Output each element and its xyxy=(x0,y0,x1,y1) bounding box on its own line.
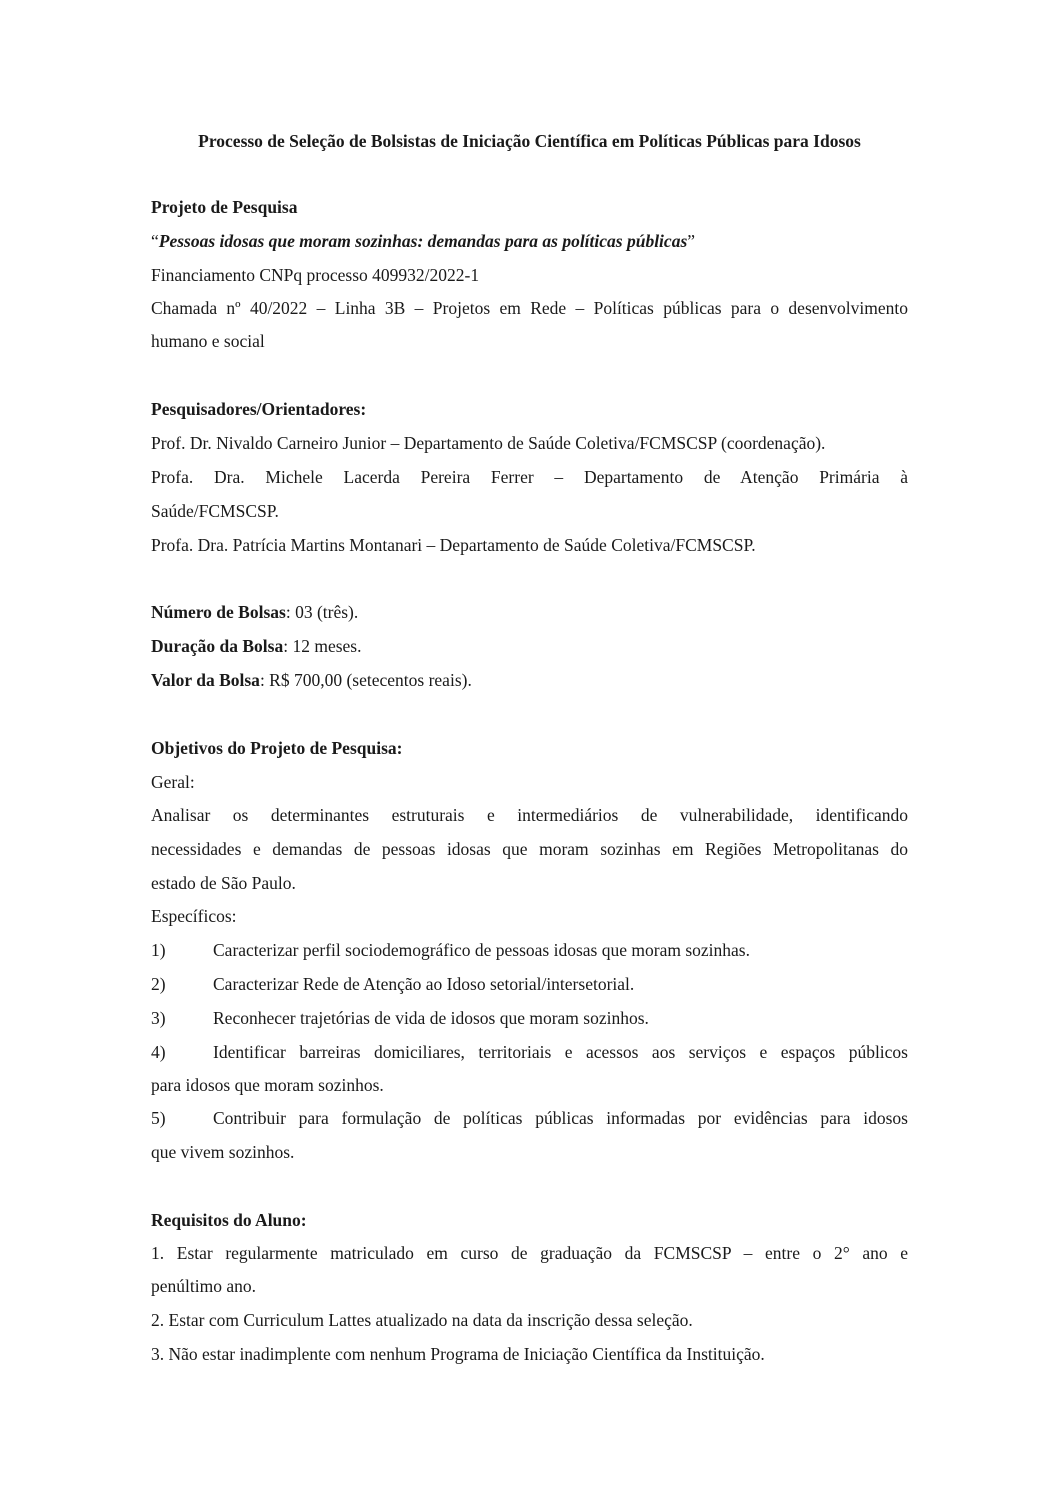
geral-line-3: estado de São Paulo. xyxy=(151,873,296,893)
item-number: 3) xyxy=(151,1008,166,1028)
item-number: 1) xyxy=(151,940,166,960)
duracao-bolsa-label: Duração da Bolsa xyxy=(151,636,284,656)
geral-label: Geral: xyxy=(151,772,195,792)
valor-bolsa-value: : R$ 700,00 (setecentos reais). xyxy=(259,670,472,690)
valor-bolsa-label: Valor da Bolsa xyxy=(151,670,260,690)
item-text: Caracterizar Rede de Atenção ao Idoso setorial/intersetorial. xyxy=(213,974,635,994)
numero-bolsas-value: : 03 (três). xyxy=(285,602,359,622)
financiamento: Financiamento CNPq processo 409932/2022-1 xyxy=(151,265,480,285)
requisito-1-line-2: penúltimo ano. xyxy=(151,1276,256,1296)
requisitos-heading: Requisitos do Aluno: xyxy=(151,1210,307,1230)
numero-bolsas-label: Número de Bolsas xyxy=(151,602,286,622)
geral-line-2: necessidades e demandas de pessoas idosas que moram sozinhas em Regiões Metropolitanas do xyxy=(151,839,908,859)
item-text: Contribuir para formulação de políticas públicas informadas por evidências para idosos xyxy=(213,1108,908,1128)
duracao-bolsa xyxy=(151,636,362,656)
item-number: 4) xyxy=(151,1042,166,1062)
objetivos-heading: Objetivos do Projeto de Pesquisa: xyxy=(151,738,403,758)
requisito-1-line-1: 1. Estar regularmente matriculado em curso de graduação da FCMSCSP – entre o 2° ano e xyxy=(151,1243,908,1263)
pesquisadores-heading: Pesquisadores/Orientadores: xyxy=(151,399,367,419)
chamada-line-1: Chamada nº 40/2022 – Linha 3B – Projetos em Rede – Políticas públicas para o desenvolvimento xyxy=(151,298,908,318)
item-number: 5) xyxy=(151,1108,166,1128)
especifico-item-cont: que vivem sozinhos. xyxy=(151,1142,295,1162)
close-quote: ” xyxy=(687,231,696,251)
valor-bolsa xyxy=(151,670,472,690)
duracao-bolsa-value: : 12 meses. xyxy=(283,636,362,656)
item-text: Identificar barreiras domiciliares, territoriais e acessos aos serviços e espaços públicos xyxy=(213,1042,908,1062)
item-text: Caracterizar perfil sociodemográfico de pessoas idosas que moram sozinhas. xyxy=(213,940,750,960)
item-number: 2) xyxy=(151,974,166,994)
numero-bolsas xyxy=(151,602,358,622)
pesquisador-2: Profa. Dra. Michele Lacerda Pereira Ferrer – Departamento de Atenção Primária à xyxy=(151,467,908,487)
document-title: Processo de Seleção de Bolsistas de Iniciação Científica em Políticas Públicas para Idosos xyxy=(198,131,861,151)
pesquisador-2-cont: Saúde/FCMSCSP. xyxy=(151,501,279,521)
projeto-nome: Pessoas idosas que moram sozinhas: demandas para as políticas públicas xyxy=(158,231,688,251)
projeto-nome-line xyxy=(151,231,695,251)
geral-line-1: Analisar os determinantes estruturais e intermediários de vulnerabilidade, identificando xyxy=(151,805,908,825)
projeto-heading: Projeto de Pesquisa xyxy=(151,197,298,217)
requisito-3: 3. Não estar inadimplente com nenhum Programa de Iniciação Científica da Instituição. xyxy=(151,1344,765,1364)
pesquisador-1: Prof. Dr. Nivaldo Carneiro Junior – Departamento de Saúde Coletiva/FCMSCSP (coordenação). xyxy=(151,433,826,453)
open-quote: “ xyxy=(151,231,159,251)
especifico-item-cont: para idosos que moram sozinhos. xyxy=(151,1075,384,1095)
item-text: Reconhecer trajetórias de vida de idosos que moram sozinhos. xyxy=(213,1008,649,1028)
chamada-line-2: humano e social xyxy=(151,331,265,351)
requisito-2: 2. Estar com Curriculum Lattes atualizado na data da inscrição dessa seleção. xyxy=(151,1310,693,1330)
especificos-label: Específicos: xyxy=(151,906,237,926)
pesquisador-3: Profa. Dra. Patrícia Martins Montanari – Departamento de Saúde Coletiva/FCMSCSP. xyxy=(151,535,756,555)
